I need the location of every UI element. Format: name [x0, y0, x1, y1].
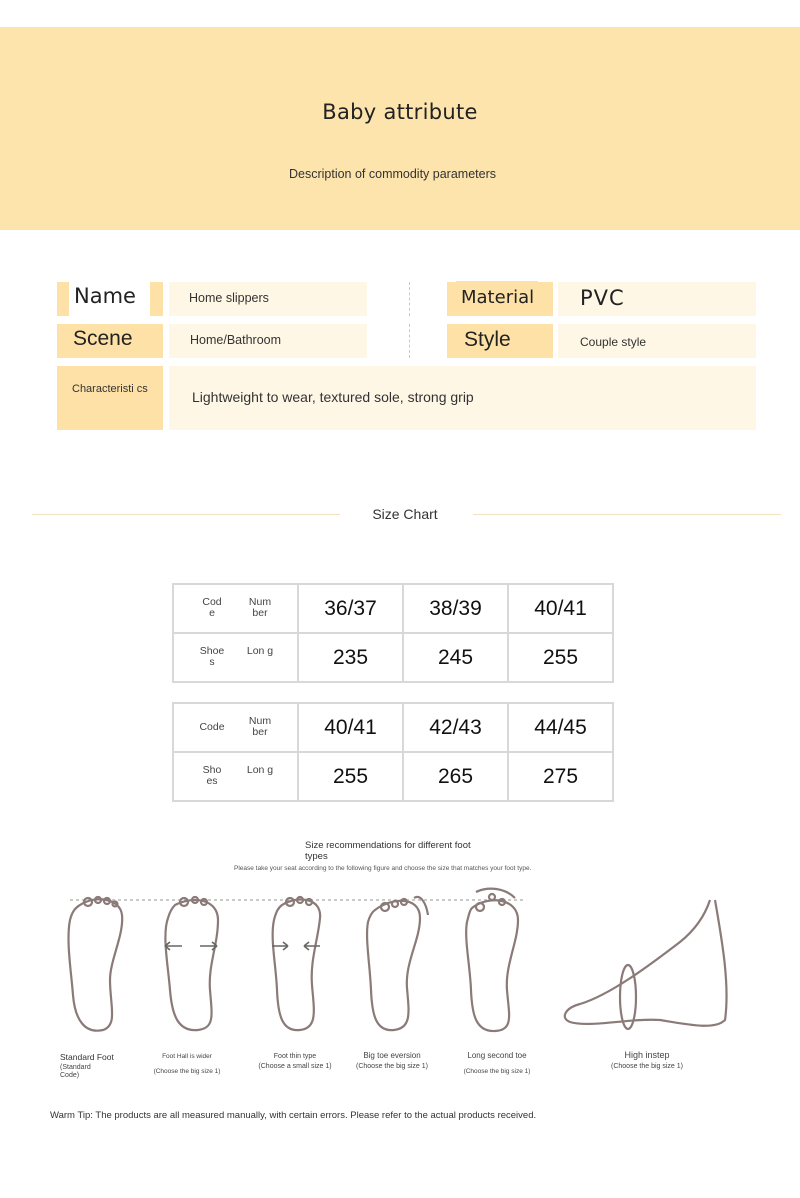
- table-row: [173, 752, 613, 801]
- header-label: Shoe s: [199, 645, 225, 668]
- header-cell: [173, 703, 298, 752]
- size-cell: 38/39: [403, 584, 508, 633]
- characteristics-value: Lightweight to wear, textured sole, strong grip: [192, 389, 474, 405]
- name-value: Home slippers: [189, 291, 269, 305]
- foot-type-note: (Choose a small size 1): [258, 1063, 332, 1070]
- foot-type-name: Long second toe: [467, 1051, 527, 1060]
- column-divider: [409, 282, 410, 316]
- material-value: PVC: [580, 286, 625, 310]
- length-cell: 275: [508, 752, 613, 801]
- size-cell: 40/41: [508, 584, 613, 633]
- standard-foot-icon: [68, 897, 122, 1031]
- banner-subtitle: Description of commodity parameters: [288, 167, 497, 181]
- header-label: Sho es: [202, 764, 222, 787]
- header-label: Cod e: [202, 596, 222, 619]
- header-label: Num ber: [248, 596, 272, 619]
- wide-foot-icon: [165, 897, 218, 1030]
- foot-type-name: Foot thin type: [273, 1053, 317, 1060]
- size-cell: 40/41: [298, 703, 403, 752]
- foot-type-note: (Choose the big size 1): [356, 1063, 428, 1070]
- foot-type-name: Big toe eversion: [363, 1051, 421, 1060]
- scene-label: Scene: [73, 327, 133, 350]
- foot-type-name: Standard Foot: [60, 1052, 114, 1062]
- characteristics-label-bg: [57, 366, 163, 430]
- header-banner: [0, 27, 800, 230]
- table-row: [173, 633, 613, 682]
- table-row: [173, 703, 613, 752]
- foot-type-name: High instep: [624, 1050, 670, 1060]
- size-cell: 42/43: [403, 703, 508, 752]
- long-second-toe-foot-icon: [466, 889, 518, 1031]
- header-label: Num ber: [248, 715, 272, 738]
- size-chart-title: Size Chart: [372, 506, 438, 522]
- header-cell: [173, 752, 298, 801]
- material-label: Material: [461, 287, 535, 308]
- table-row: [173, 584, 613, 633]
- banner-title: Baby attribute: [322, 100, 478, 124]
- high-instep-foot-icon: [565, 900, 727, 1029]
- column-divider: [409, 324, 410, 358]
- length-cell: 255: [508, 633, 613, 682]
- recommendation-subtitle: Please take your seat according to the following figure and choose the size that matches your foot type.: [234, 865, 532, 872]
- length-cell: 265: [403, 752, 508, 801]
- characteristics-label: Characteristi cs: [72, 383, 148, 395]
- header-label: Lon g: [246, 764, 274, 776]
- header-label: Lon g: [246, 645, 274, 657]
- name-label: Name: [74, 284, 136, 308]
- material-label-accent: [456, 281, 538, 284]
- big-toe-eversion-foot-icon: [367, 897, 428, 1030]
- warm-tip: Warm Tip: The products are all measured manually, with certain errors. Please refer to the actual products received.: [50, 1110, 537, 1121]
- length-cell: 255: [298, 752, 403, 801]
- foot-type-note: (Choose the big size 1): [463, 1068, 531, 1075]
- foot-type-note: (Standard Code): [60, 1064, 91, 1079]
- recommendation-title: Size recommendations for different foot types: [305, 840, 471, 862]
- foot-type-name: Foot Hall is wider: [162, 1053, 212, 1060]
- header-label: Code: [199, 721, 225, 733]
- length-cell: 235: [298, 633, 403, 682]
- divider-line-left: [32, 514, 340, 515]
- size-cell: 36/37: [298, 584, 403, 633]
- scene-value: Home/Bathroom: [190, 333, 282, 347]
- foot-types-illustration: [0, 880, 800, 1050]
- length-cell: 245: [403, 633, 508, 682]
- size-cell: 44/45: [508, 703, 613, 752]
- style-label: Style: [464, 328, 511, 351]
- header-cell: [173, 633, 298, 682]
- divider-line-right: [473, 514, 781, 515]
- foot-type-note: (Choose the big size 1): [153, 1068, 221, 1075]
- size-table: [172, 702, 614, 802]
- style-value: Couple style: [580, 335, 647, 349]
- foot-type-note: (Choose the big size 1): [611, 1063, 683, 1070]
- header-cell: [173, 584, 298, 633]
- thin-foot-icon: [272, 897, 320, 1030]
- size-table: [172, 583, 614, 683]
